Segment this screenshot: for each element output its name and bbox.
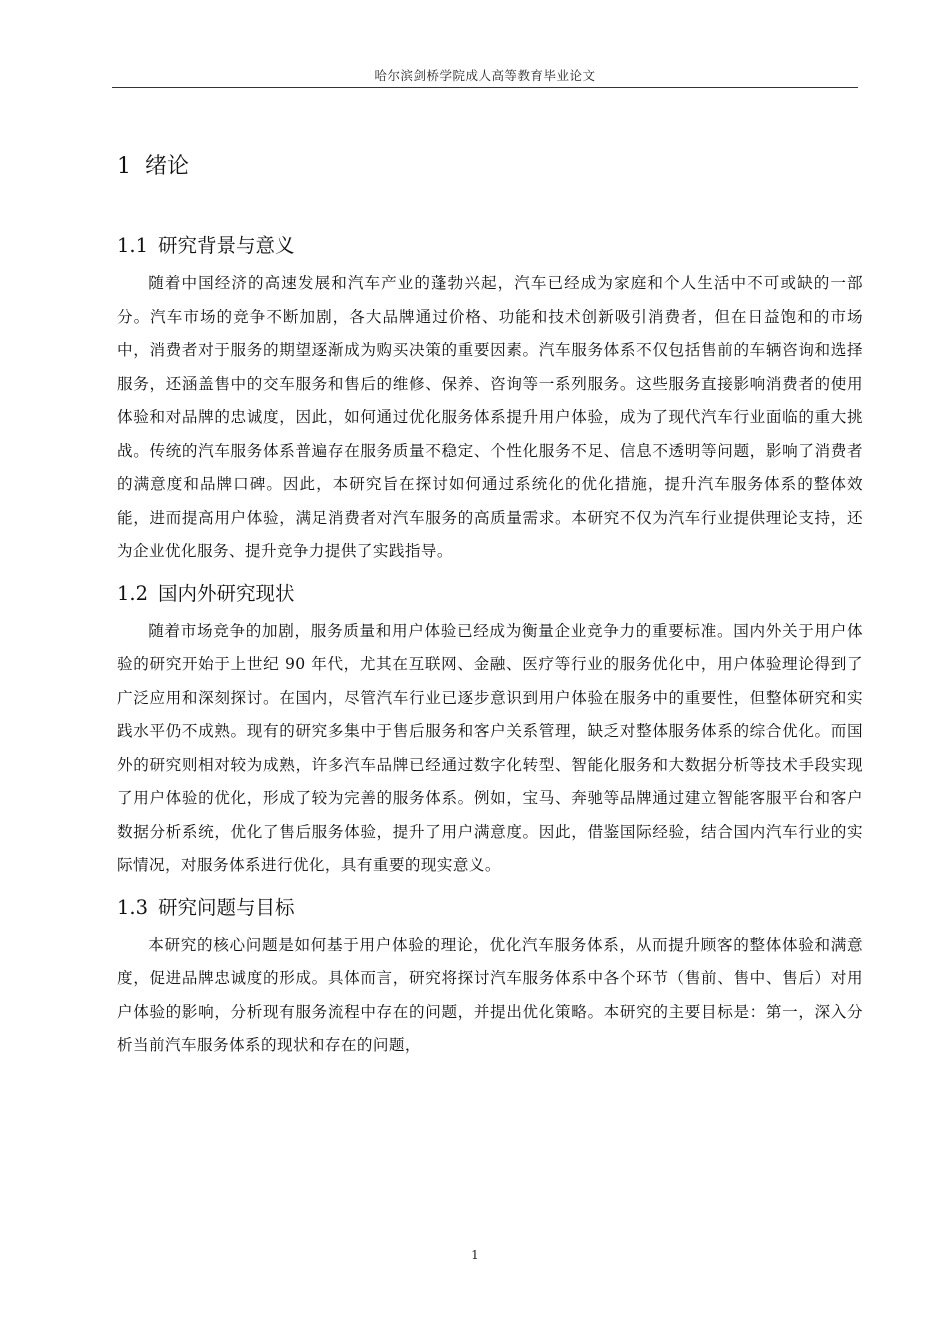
section-number: 1.3 [117, 895, 149, 919]
section-heading-1-2 [117, 573, 863, 615]
section-number: 1.2 [117, 581, 149, 605]
page-number: 1 [471, 1248, 479, 1262]
section-title: 研究背景与意义 [158, 234, 295, 257]
section-heading-1-3 [117, 887, 863, 929]
section-title: 国内外研究现状 [158, 581, 295, 605]
section-title: 研究问题与目标 [158, 895, 295, 919]
header-divider [112, 87, 858, 88]
chapter-title: 绪论 [145, 154, 190, 179]
section-paragraph-1-2: 随着市场竞争的加剧，服务质量和用户体验已经成为衡量企业竞争力的重要标准。国内外关于用户体验的研究开始于上世纪 90 年代，尤其在互联网、金融、医疗等行业的服务优化中，用户体验理论得到了广泛应用和深刻探讨。在国内，尽管汽车行业已逐步意识到用户体验在服务中的重要性，但整体研究和实践水平仍不成熟。现有的研究多集中于售后服务和客户关系管理，缺乏对整体服务体系的综合优化。而国外的研究则相对较为成熟，许多汽车品牌已经通过数字化转型、智能化服务和大数据分析等技术手段实现了用户体验的优化，形成了较为完善的服务体系。例如，宝马、奔驰等品牌通过建立智能客服平台和客户数据分析系统，优化了售后服务体验，提升了用户满意度。因此，借鉴国际经验，结合国内汽车行业的实际情况，对服务体系进行优化，具有重要的现实意义。 [117, 621, 863, 874]
chapter-number: 1 [117, 154, 131, 179]
section-paragraph-1-3: 本研究的核心问题是如何基于用户体验的理论，优化汽车服务体系，从而提升顾客的整体体验和满意度，促进品牌忠诚度的形成。具体而言，研究将探讨汽车服务体系中各个环节（售前、售中、售后）对用户体验的影响，分析现有服务流程中存在的问题，并提出优化策略。本研究的主要目标是：第一，深入分析当前汽车服务体系的现状和存在的问题， [117, 935, 863, 1054]
section-heading-1-1 [117, 225, 863, 267]
chapter-heading [117, 147, 863, 187]
page-content [117, 140, 863, 1067]
section-number: 1.1 [117, 234, 149, 257]
section-paragraph-1-1: 随着中国经济的高速发展和汽车产业的蓬勃兴起，汽车已经成为家庭和个人生活中不可或缺的一部分。汽车市场的竞争不断加剧，各大品牌通过价格、功能和技术创新吸引消费者，但在日益饱和的市场中，消费者对于服务的期望逐渐成为购买决策的重要因素。汽车服务体系不仅包括售前的车辆咨询和选择服务，还涵盖售中的交车服务和售后的维修、保养、咨询等一系列服务。这些服务直接影响消费者的使用体验和对品牌的忠诚度，因此，如何通过优化服务体系提升用户体验，成为了现代汽车行业面临的重大挑战。传统的汽车服务体系普遍存在服务质量不稳定、个性化服务不足、信息不透明等问题，影响了消费者的满意度和品牌口碑。因此，本研究旨在探讨如何通过系统化的优化措施，提升汽车服务体系的整体效能，进而提高用户体验，满足消费者对汽车服务的高质量需求。本研究不仅为汽车行业提供理论支持，还为企业优化服务、提升竞争力提供了实践指导。 [117, 274, 863, 560]
running-header: 哈尔滨剑桥学院成人高等教育毕业论文 [374, 68, 596, 83]
